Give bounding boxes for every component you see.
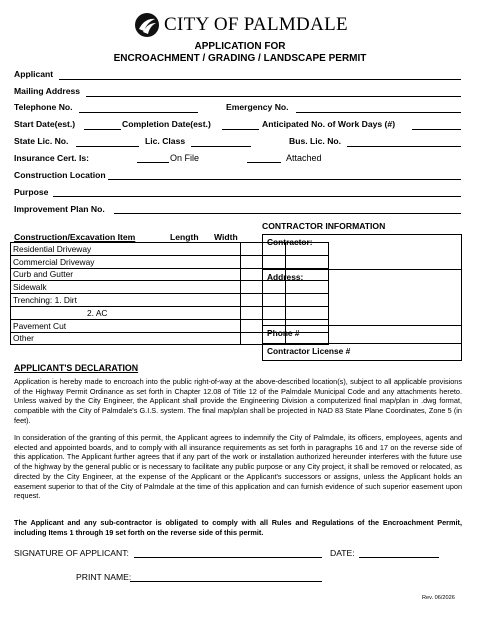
state-lic-field[interactable] — [76, 146, 139, 147]
item-name: Sidewalk — [11, 281, 241, 294]
print-name-label: PRINT NAME: — [76, 572, 132, 582]
start-date-field[interactable] — [84, 129, 121, 130]
construction-location-field[interactable] — [108, 179, 461, 180]
telephone-label: Telephone No. — [14, 102, 73, 112]
start-date-label: Start Date(est.) — [14, 119, 76, 129]
contractor-license-label: Contractor License # — [267, 346, 351, 356]
work-days-label: Anticipated No. of Work Days (#) — [262, 119, 396, 129]
purpose-label: Purpose — [14, 187, 49, 197]
signature-field[interactable] — [134, 557, 322, 558]
city-logo — [134, 12, 160, 38]
improvement-plan-field[interactable] — [114, 213, 461, 214]
contractor-label: Contractor: — [267, 237, 313, 247]
mailing-address-field[interactable] — [86, 96, 461, 97]
insurance-on-file-field[interactable] — [137, 162, 169, 163]
item-name: Pavement Cut — [11, 319, 241, 332]
contractor-address-label: Address: — [267, 272, 304, 282]
signature-label: SIGNATURE OF APPLICANT: — [14, 548, 129, 558]
items-header-item: Construction/Excavation Item — [14, 232, 136, 242]
revision-text: Rev. 06/2026 — [422, 595, 455, 601]
on-file-label: On File — [170, 153, 200, 163]
mailing-address-label: Mailing Address — [14, 86, 81, 96]
declaration-heading: APPLICANT'S DECLARATION — [14, 363, 139, 373]
completion-date-field[interactable] — [222, 129, 259, 130]
insurance-attached-field[interactable] — [247, 162, 281, 163]
insurance-label: Insurance Cert. Is: — [14, 153, 89, 163]
purpose-field[interactable] — [53, 196, 461, 197]
improvement-plan-label: Improvement Plan No. — [14, 204, 105, 214]
contractor-phone-label: Phone # — [267, 328, 300, 338]
contractor-phone-box[interactable] — [262, 326, 462, 344]
contractor-box[interactable] — [262, 234, 462, 270]
items-header-width: Width — [214, 232, 238, 242]
contractor-address-box[interactable] — [262, 270, 462, 326]
declaration-paragraph-3: The Applicant and any sub-contractor is obligated to comply with all Rules and Regulations of the Encroachment Permit, including Items 1 through 19 set forth on the reverse side of this permit. — [14, 518, 462, 537]
completion-date-label: Completion Date(est.) — [122, 119, 211, 129]
items-header-length: Length — [170, 232, 199, 242]
applicant-label: Applicant — [14, 69, 54, 79]
applicant-field[interactable] — [59, 79, 461, 80]
attached-label: Attached — [286, 153, 322, 163]
lic-class-label: Lic. Class — [145, 136, 186, 146]
city-seal-icon — [134, 12, 160, 38]
item-name: 2. AC — [11, 306, 241, 319]
emergency-label: Emergency No. — [226, 102, 289, 112]
date-label: DATE: — [330, 548, 355, 558]
contractor-info-heading: CONTRACTOR INFORMATION — [262, 221, 386, 231]
item-name: Commercial Driveway — [11, 255, 241, 268]
emergency-field[interactable] — [296, 112, 461, 113]
contractor-license-box[interactable] — [262, 344, 462, 361]
construction-location-label: Construction Location — [14, 170, 106, 180]
state-lic-label: State Lic. No. — [14, 136, 69, 146]
declaration-paragraph-2: In consideration of the granting of this permit, the Applicant agrees to indemnify the City of Palmdale, its officers, employees, agents and elected and appointed boards, and to comply with all insurance requirements as set forth in paragraphs 16 and 17 on the reverse side of this application. The Applicant further agrees that if any part of the work or installation authorized hereunder interferes with the future use of the highway by the general public or is necessary to facilitate any public purpose or any City project, it shall be removed or relocated, as directed by the City Engineer, at the expense of the Applicant or the Applicant's successors or assigns, unless the Applicant holds an easement superior to that of the City of Palmdale at the time of this application and can furnish evidence of such superior easement upon request. — [14, 433, 462, 501]
telephone-field[interactable] — [79, 112, 198, 113]
declaration-paragraph-1: Application is hereby made to encroach into the public right-of-way at the above-described location(s), subject to all applicable provisions of the Highway Permit Ordinance as set forth in Chapter 12.08 of Title 12 of the Palmdale Municipal Code and any attachments hereto. Unless waived by the City Engineer, the Applicant shall provide the Engineering Division a computerized final map/plan in .dwg format, compatible with the City of Palmdale's G.I.S. system. The final map/plan shall be projected in NAD 83 State Plane Coordinates, Zone 5 (in feet). — [14, 377, 462, 425]
lic-class-field[interactable] — [191, 146, 251, 147]
print-name-field[interactable] — [130, 581, 322, 582]
bus-lic-field[interactable] — [347, 146, 461, 147]
work-days-field[interactable] — [412, 129, 461, 130]
form-title-line2: ENCROACHMENT / GRADING / LANDSCAPE PERMIT — [113, 53, 367, 64]
item-name: Curb and Gutter — [11, 268, 241, 281]
item-name: Residential Driveway — [11, 243, 241, 256]
item-name: Trenching: 1. Dirt — [11, 294, 241, 307]
date-field[interactable] — [359, 557, 439, 558]
bus-lic-label: Bus. Lic. No. — [289, 136, 342, 146]
form-title-line1: APPLICATION FOR — [194, 41, 286, 52]
item-name: Other — [11, 332, 241, 345]
city-name: CITY OF PALMDALE — [164, 14, 348, 35]
